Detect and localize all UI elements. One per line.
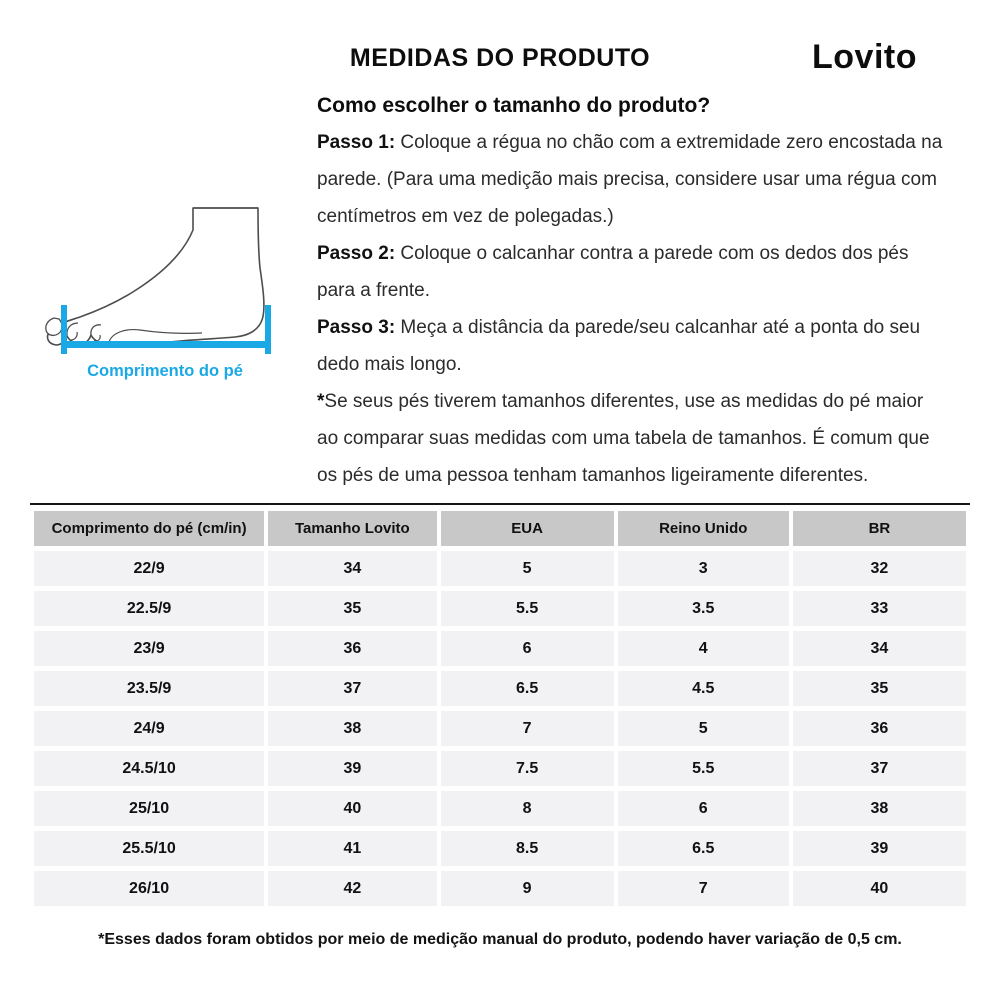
- table-cell: 4: [618, 631, 789, 666]
- table-header-cell: EUA: [441, 511, 614, 546]
- table-header-cell: Tamanho Lovito: [268, 511, 436, 546]
- table-cell: 34: [793, 631, 966, 666]
- table-header-cell: BR: [793, 511, 966, 546]
- table-row: [34, 591, 966, 626]
- table-cell: 38: [268, 711, 436, 746]
- table-cell: 34: [268, 551, 436, 586]
- table-cell: 24.5/10: [34, 751, 264, 786]
- table-row: [34, 871, 966, 906]
- table-cell: 40: [793, 871, 966, 906]
- table-cell: 33: [793, 591, 966, 626]
- figure-caption: Comprimento do pé: [87, 362, 243, 380]
- table-row: [34, 671, 966, 706]
- step-text: Coloque o calcanhar contra a parede com os dedos dos pés para a frente.: [317, 243, 909, 301]
- big-toe-detail: [46, 318, 62, 335]
- table-cell: 6: [441, 631, 614, 666]
- table-header-cell: Comprimento do pé (cm/in): [34, 511, 264, 546]
- table-cell: 42: [268, 871, 436, 906]
- table-cell: 8.5: [441, 831, 614, 866]
- table-cell: 40: [268, 791, 436, 826]
- foot-outline: [48, 208, 264, 345]
- table-cell: 36: [268, 631, 436, 666]
- table-cell: 25.5/10: [34, 831, 264, 866]
- step-label: Passo 3:: [317, 317, 396, 338]
- steps: [317, 124, 945, 494]
- table-cell: 35: [268, 591, 436, 626]
- table-row: [34, 631, 966, 666]
- table-row: [34, 551, 966, 586]
- table-cell: 5.5: [441, 591, 614, 626]
- table-header-cell: Reino Unido: [618, 511, 789, 546]
- table-cell: 7: [441, 711, 614, 746]
- table-cell: 23/9: [34, 631, 264, 666]
- table-cell: 32: [793, 551, 966, 586]
- step-paragraph: [317, 235, 945, 309]
- table-cell: 22/9: [34, 551, 264, 586]
- table-cell: 6: [618, 791, 789, 826]
- table-cell: 3: [618, 551, 789, 586]
- table-cell: 22.5/9: [34, 591, 264, 626]
- table-cell: 9: [441, 871, 614, 906]
- table-row: [34, 791, 966, 826]
- table-row: [34, 751, 966, 786]
- table-cell: 5: [618, 711, 789, 746]
- size-table-section: [30, 503, 970, 911]
- step-label: Passo 1:: [317, 132, 396, 153]
- step-label: Passo 2:: [317, 243, 396, 264]
- page-title: MEDIDAS DO PRODUTO: [349, 44, 651, 72]
- step-paragraph: [317, 383, 945, 494]
- table-cell: 41: [268, 831, 436, 866]
- table-cell: 5.5: [618, 751, 789, 786]
- step-text: Meça a distância da parede/seu calcanhar até a ponta do seu dedo mais longo.: [317, 317, 921, 375]
- table-cell: 35: [793, 671, 966, 706]
- table-cell: 8: [441, 791, 614, 826]
- table-body: [34, 551, 966, 906]
- table-cell: 38: [793, 791, 966, 826]
- table-cell: 24/9: [34, 711, 264, 746]
- table-cell: 7.5: [441, 751, 614, 786]
- table-cell: 6.5: [441, 671, 614, 706]
- brand-logo: Lovito: [812, 38, 917, 76]
- table-row: [34, 831, 966, 866]
- foot-length-dimension-line: [61, 341, 271, 348]
- step-paragraph: [317, 309, 945, 383]
- step-text: Coloque a régua no chão com a extremidade zero encostada na parede. (Para uma medição mais precisa, considere usar uma régua com centímetros em vez de polegadas.): [317, 132, 943, 227]
- step-paragraph: [317, 124, 945, 235]
- table-cell: 39: [268, 751, 436, 786]
- foot-illustration: [30, 192, 310, 362]
- footnote: *Esses dados foram obtidos por meio de medição manual do produto, podendo haver variação de 0,5 cm.: [98, 931, 902, 948]
- table-cell: 23.5/9: [34, 671, 264, 706]
- table-cell: 6.5: [618, 831, 789, 866]
- foot-measurement-figure: [30, 192, 310, 381]
- table-header-row: [34, 511, 966, 546]
- table-cell: 25/10: [34, 791, 264, 826]
- size-table: [30, 506, 970, 911]
- table-cell: 5: [441, 551, 614, 586]
- table-cell: 37: [793, 751, 966, 786]
- table-cell: 26/10: [34, 871, 264, 906]
- table-cell: 3.5: [618, 591, 789, 626]
- table-cell: 7: [618, 871, 789, 906]
- table-cell: 36: [793, 711, 966, 746]
- instructions-section: [317, 94, 945, 494]
- step-label: *: [317, 391, 325, 412]
- step-text: Se seus pés tiverem tamanhos diferentes, use as medidas do pé maior ao comparar suas medidas com uma tabela de tamanhos. É comum que os pés de uma pessoa tenham tamanhos ligeiramente diferentes.: [317, 391, 930, 486]
- instructions-heading: Como escolher o tamanho do produto?: [317, 94, 711, 117]
- table-cell: 37: [268, 671, 436, 706]
- table-cell: 39: [793, 831, 966, 866]
- table-row: [34, 711, 966, 746]
- table-cell: 4.5: [618, 671, 789, 706]
